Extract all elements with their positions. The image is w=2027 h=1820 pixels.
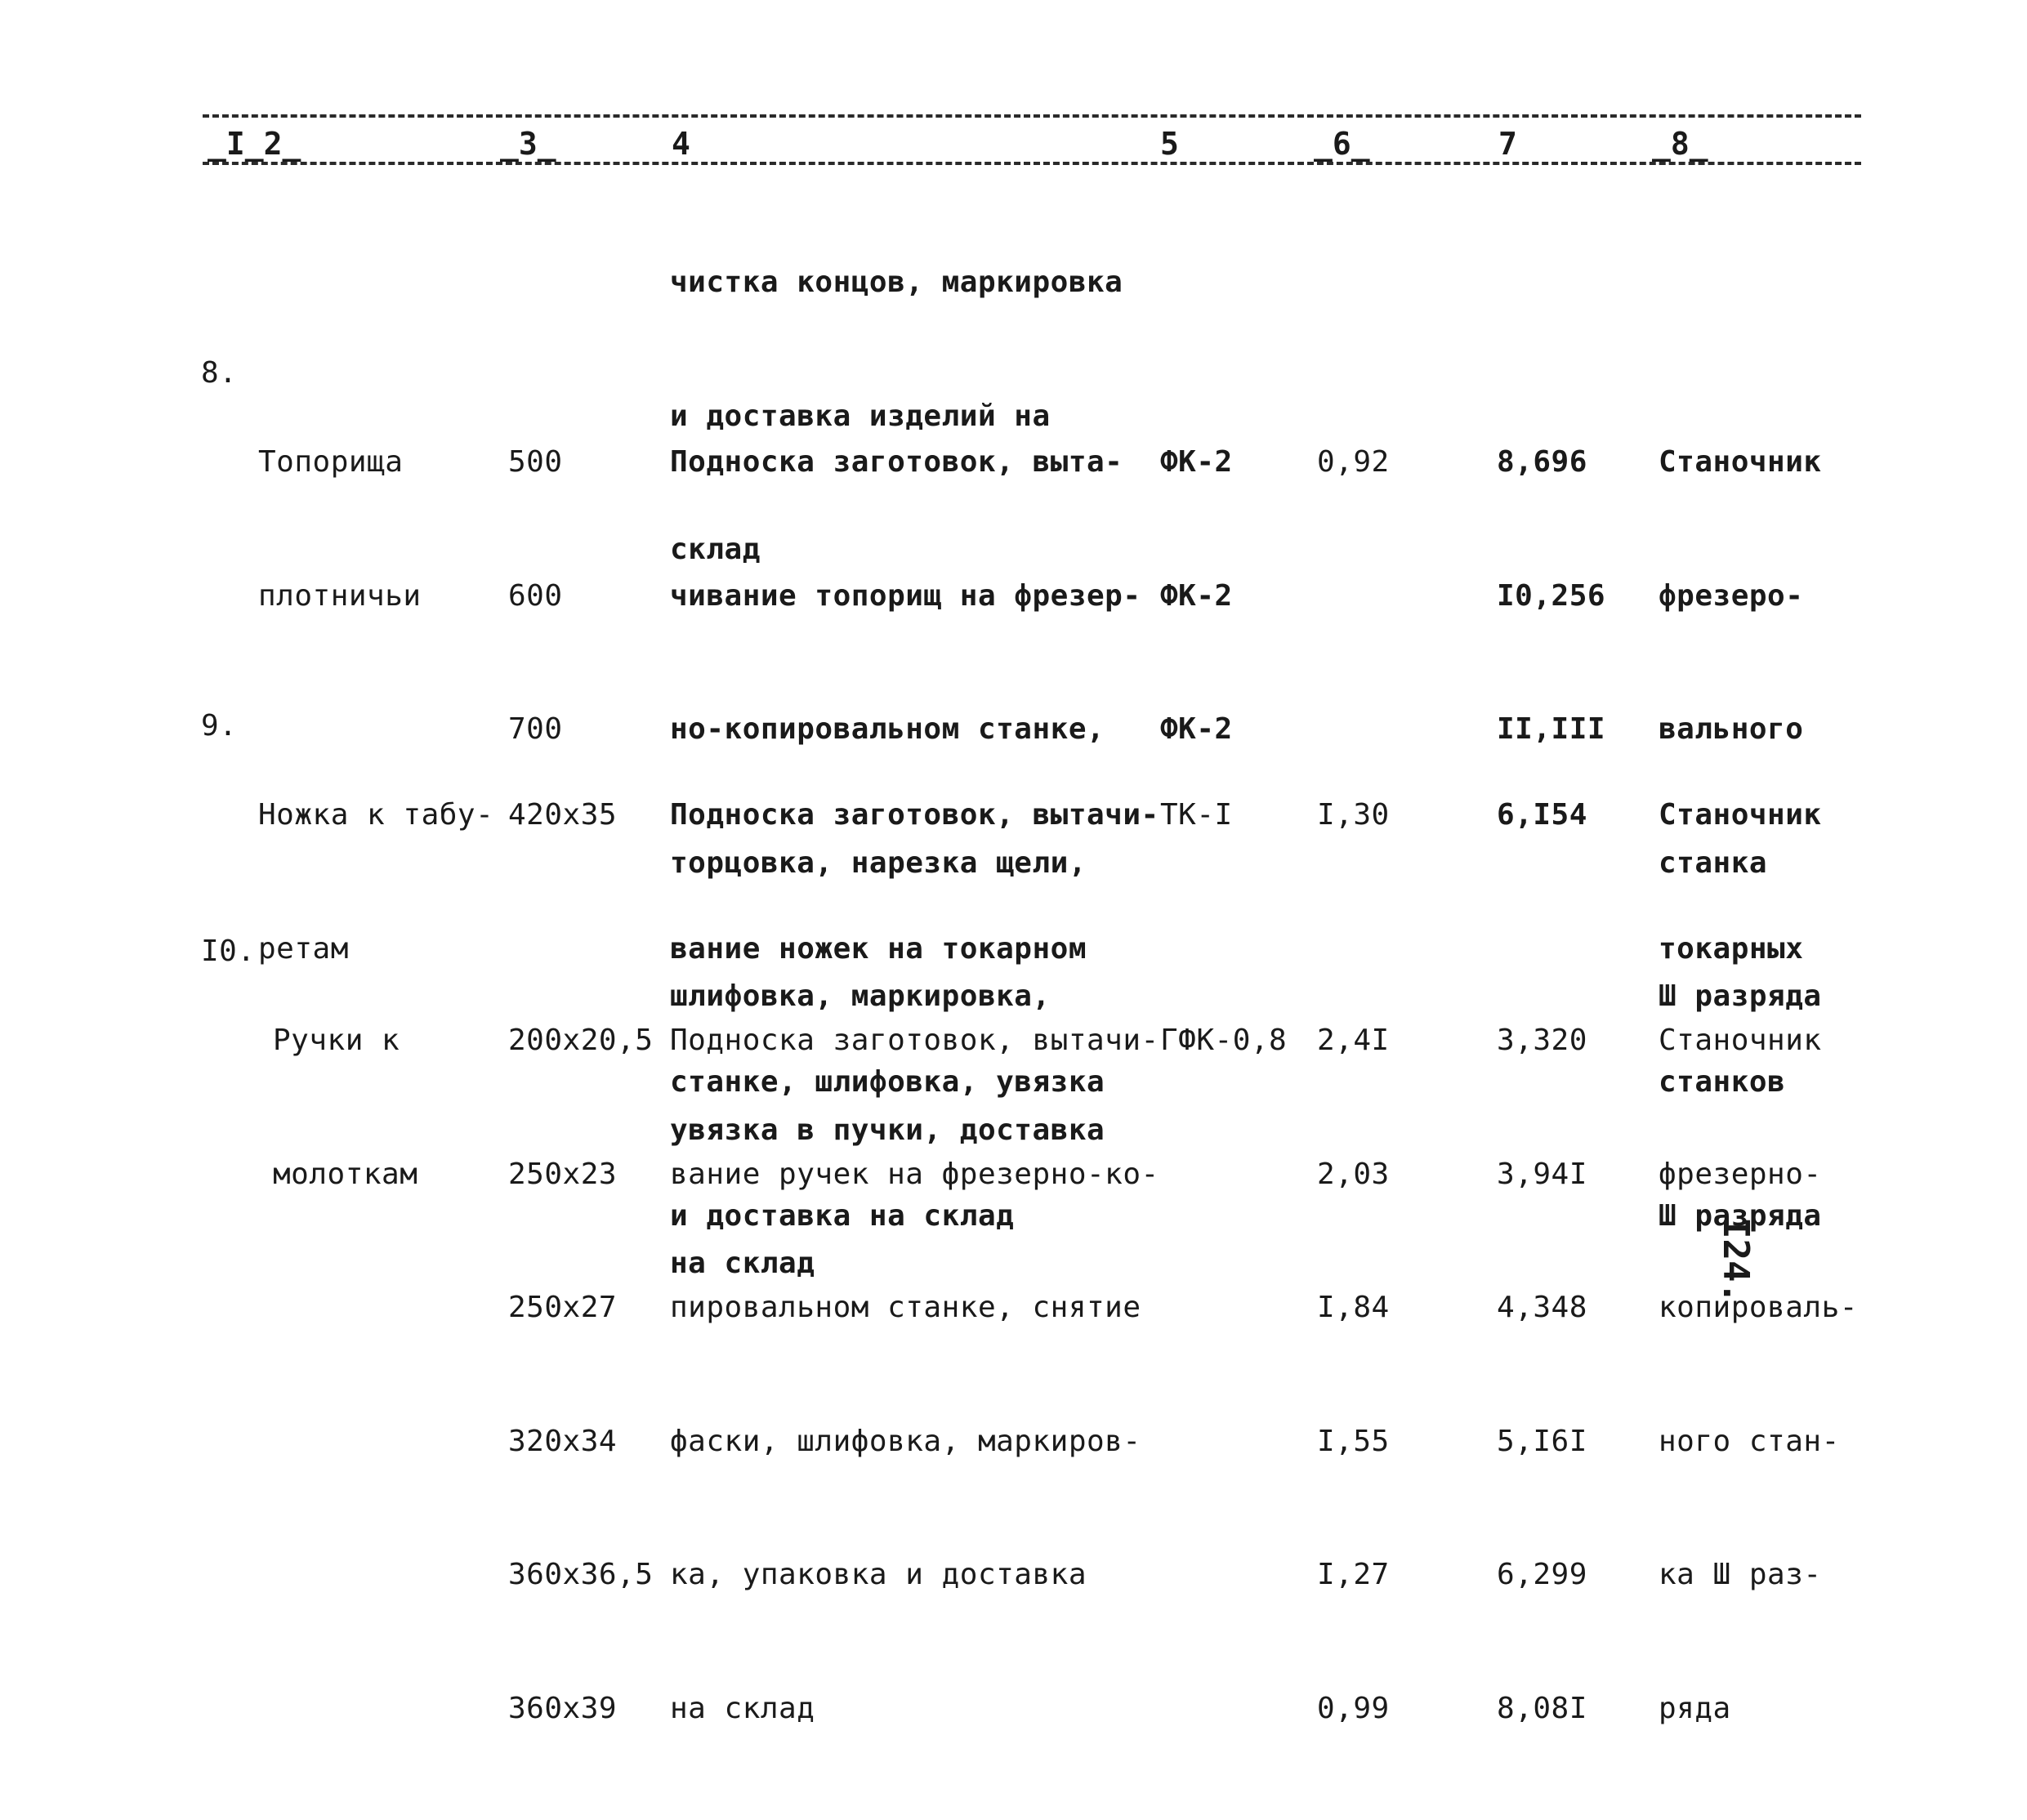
col-7-value: 6,I54 xyxy=(1497,798,1587,832)
size-value: 250x23 xyxy=(508,1157,618,1191)
col-7-value: 4,348 xyxy=(1497,1291,1587,1324)
row-number: 9. xyxy=(201,709,238,743)
description-line: станке, шлифовка, увязка xyxy=(670,1065,1105,1099)
worker-line: ного стан- xyxy=(1659,1424,1840,1458)
header-col-8: _8_ xyxy=(1649,127,1712,160)
item-name-line: Топорища xyxy=(258,445,404,479)
size-value: 360x39 xyxy=(508,1691,618,1725)
worker-line: ка Ш раз- xyxy=(1659,1558,1822,1591)
row-number: I0. xyxy=(201,935,256,968)
machine-value: ТК-I xyxy=(1160,798,1233,832)
machine-value: ГФК-0,8 xyxy=(1160,1024,1288,1057)
description-line: пировальном станке, снятие xyxy=(670,1291,1141,1324)
worker-line: станка xyxy=(1659,845,1768,880)
col-7-value: 5,I6I xyxy=(1497,1424,1587,1458)
worker-line: Ш разряда xyxy=(1659,979,1822,1013)
description-line: и доставка на склад xyxy=(670,1198,1015,1233)
worker-line: ряда xyxy=(1659,1691,1731,1725)
col-6-values xyxy=(1317,351,1390,574)
header-col-4: 4 xyxy=(668,127,694,160)
size-value: 320x34 xyxy=(508,1424,618,1458)
worker-line: копироваль- xyxy=(1659,1291,1858,1324)
item-name-line: молоткам xyxy=(273,1157,418,1191)
col-6-value: I,55 xyxy=(1317,1424,1390,1458)
description-line: торцовка, нарезка щели, xyxy=(670,845,1087,880)
description-line: увязка в пучки, доставка xyxy=(670,1113,1105,1147)
item-sizes xyxy=(508,930,653,1820)
header-col-5: 5 xyxy=(1157,127,1182,160)
size-value: 420x35 xyxy=(508,798,618,832)
item-name xyxy=(258,351,422,707)
description-line: вание ручек на фрезерно-ко- xyxy=(670,1157,1159,1191)
size-value: 250x27 xyxy=(508,1291,618,1324)
worker-line: фрезеро- xyxy=(1659,578,1804,613)
description-line: чивание топорищ на фрезер- xyxy=(670,578,1141,613)
header-top-rule xyxy=(203,114,1861,118)
col-6-values xyxy=(1317,930,1390,1820)
worker-line: вального xyxy=(1659,712,1804,746)
worker-qualification xyxy=(1659,930,1858,1820)
item-name-line: плотничьи xyxy=(258,578,422,613)
col-7-value: I0,256 xyxy=(1497,578,1606,613)
header-bottom-rule xyxy=(203,162,1861,165)
col-7-value: 3,320 xyxy=(1497,1024,1587,1057)
description-line: Подноска заготовок, выта- xyxy=(670,445,1123,479)
worker-line: станков xyxy=(1659,1065,1786,1099)
size-value: 500 xyxy=(508,445,563,479)
row-number: 8. xyxy=(201,356,238,390)
size-value: 360x36,5 xyxy=(508,1558,654,1591)
size-value: 200x20,5 xyxy=(508,1024,654,1057)
description-line: но-копировальном станке, xyxy=(670,712,1105,746)
item-name-line: ретам xyxy=(258,931,349,966)
description-line: Подноска заготовок, вытачи- xyxy=(670,1024,1159,1057)
description-line: вание ножек на токарном xyxy=(670,931,1087,966)
header-col-1-2: _I_2_ xyxy=(204,127,304,160)
col-7-value: 8,696 xyxy=(1497,445,1587,479)
description-line: на склад xyxy=(670,1691,815,1725)
col-7-value: II,III xyxy=(1497,712,1606,746)
description-line: Подноска заготовок, вытачи- xyxy=(670,798,1159,832)
col-6-value: 0,92 xyxy=(1317,445,1390,479)
worker-line: Ш разряда xyxy=(1659,1198,1822,1233)
machine-value: ФК-2 xyxy=(1160,712,1233,746)
col-7-value: 3,94I xyxy=(1497,1157,1587,1191)
col-6-value: I,84 xyxy=(1317,1291,1390,1324)
col-7-value: 8,08I xyxy=(1497,1691,1587,1725)
worker-line: Станочник xyxy=(1659,1024,1822,1057)
description-line: шлифовка, маркировка, xyxy=(670,979,1051,1013)
description-line: склад xyxy=(670,533,761,566)
col-6-value: I,27 xyxy=(1317,1558,1390,1591)
machine-value: ФК-2 xyxy=(1160,578,1233,613)
item-name-line: Ножка к табу- xyxy=(258,798,494,832)
description-line: ка, упаковка и доставка xyxy=(670,1558,1087,1591)
machine-value: ФК-2 xyxy=(1160,445,1233,479)
col-6-values xyxy=(1317,704,1390,927)
size-value: 600 xyxy=(508,578,563,613)
col-6-value: 2,4I xyxy=(1317,1024,1390,1057)
machine-type xyxy=(1160,930,1287,1153)
description-line: и доставка изделий на xyxy=(670,399,1051,433)
worker-line: фрезерно- xyxy=(1659,1157,1822,1191)
col-7-value: 6,299 xyxy=(1497,1558,1587,1591)
item-name-line: Ручки к xyxy=(273,1024,400,1057)
worker-line: Станочник xyxy=(1659,445,1822,479)
worker-line: токарных xyxy=(1659,931,1804,966)
col-7-values xyxy=(1497,704,1587,927)
col-6-value: 0,99 xyxy=(1317,1691,1390,1725)
header-col-7: 7 xyxy=(1495,127,1520,160)
operation-description xyxy=(670,930,1159,1820)
worker-line: Станочник xyxy=(1659,798,1822,832)
col-7-values xyxy=(1497,930,1587,1820)
item-sizes xyxy=(508,704,617,927)
description-line: фаски, шлифовка, маркиров- xyxy=(670,1424,1141,1458)
col-6-value: 2,03 xyxy=(1317,1157,1390,1191)
header-col-6: _6_ xyxy=(1310,127,1373,160)
header-col-3: _3_ xyxy=(497,127,560,160)
item-name xyxy=(273,930,417,1286)
description-line: на склад xyxy=(670,1247,815,1280)
col-6-value: I,30 xyxy=(1317,798,1390,832)
size-value: 700 xyxy=(508,712,563,746)
description-line: чистка концов, маркировка xyxy=(670,265,1123,299)
machine-type xyxy=(1160,704,1233,927)
page-number: I24. xyxy=(1715,1217,1757,1304)
